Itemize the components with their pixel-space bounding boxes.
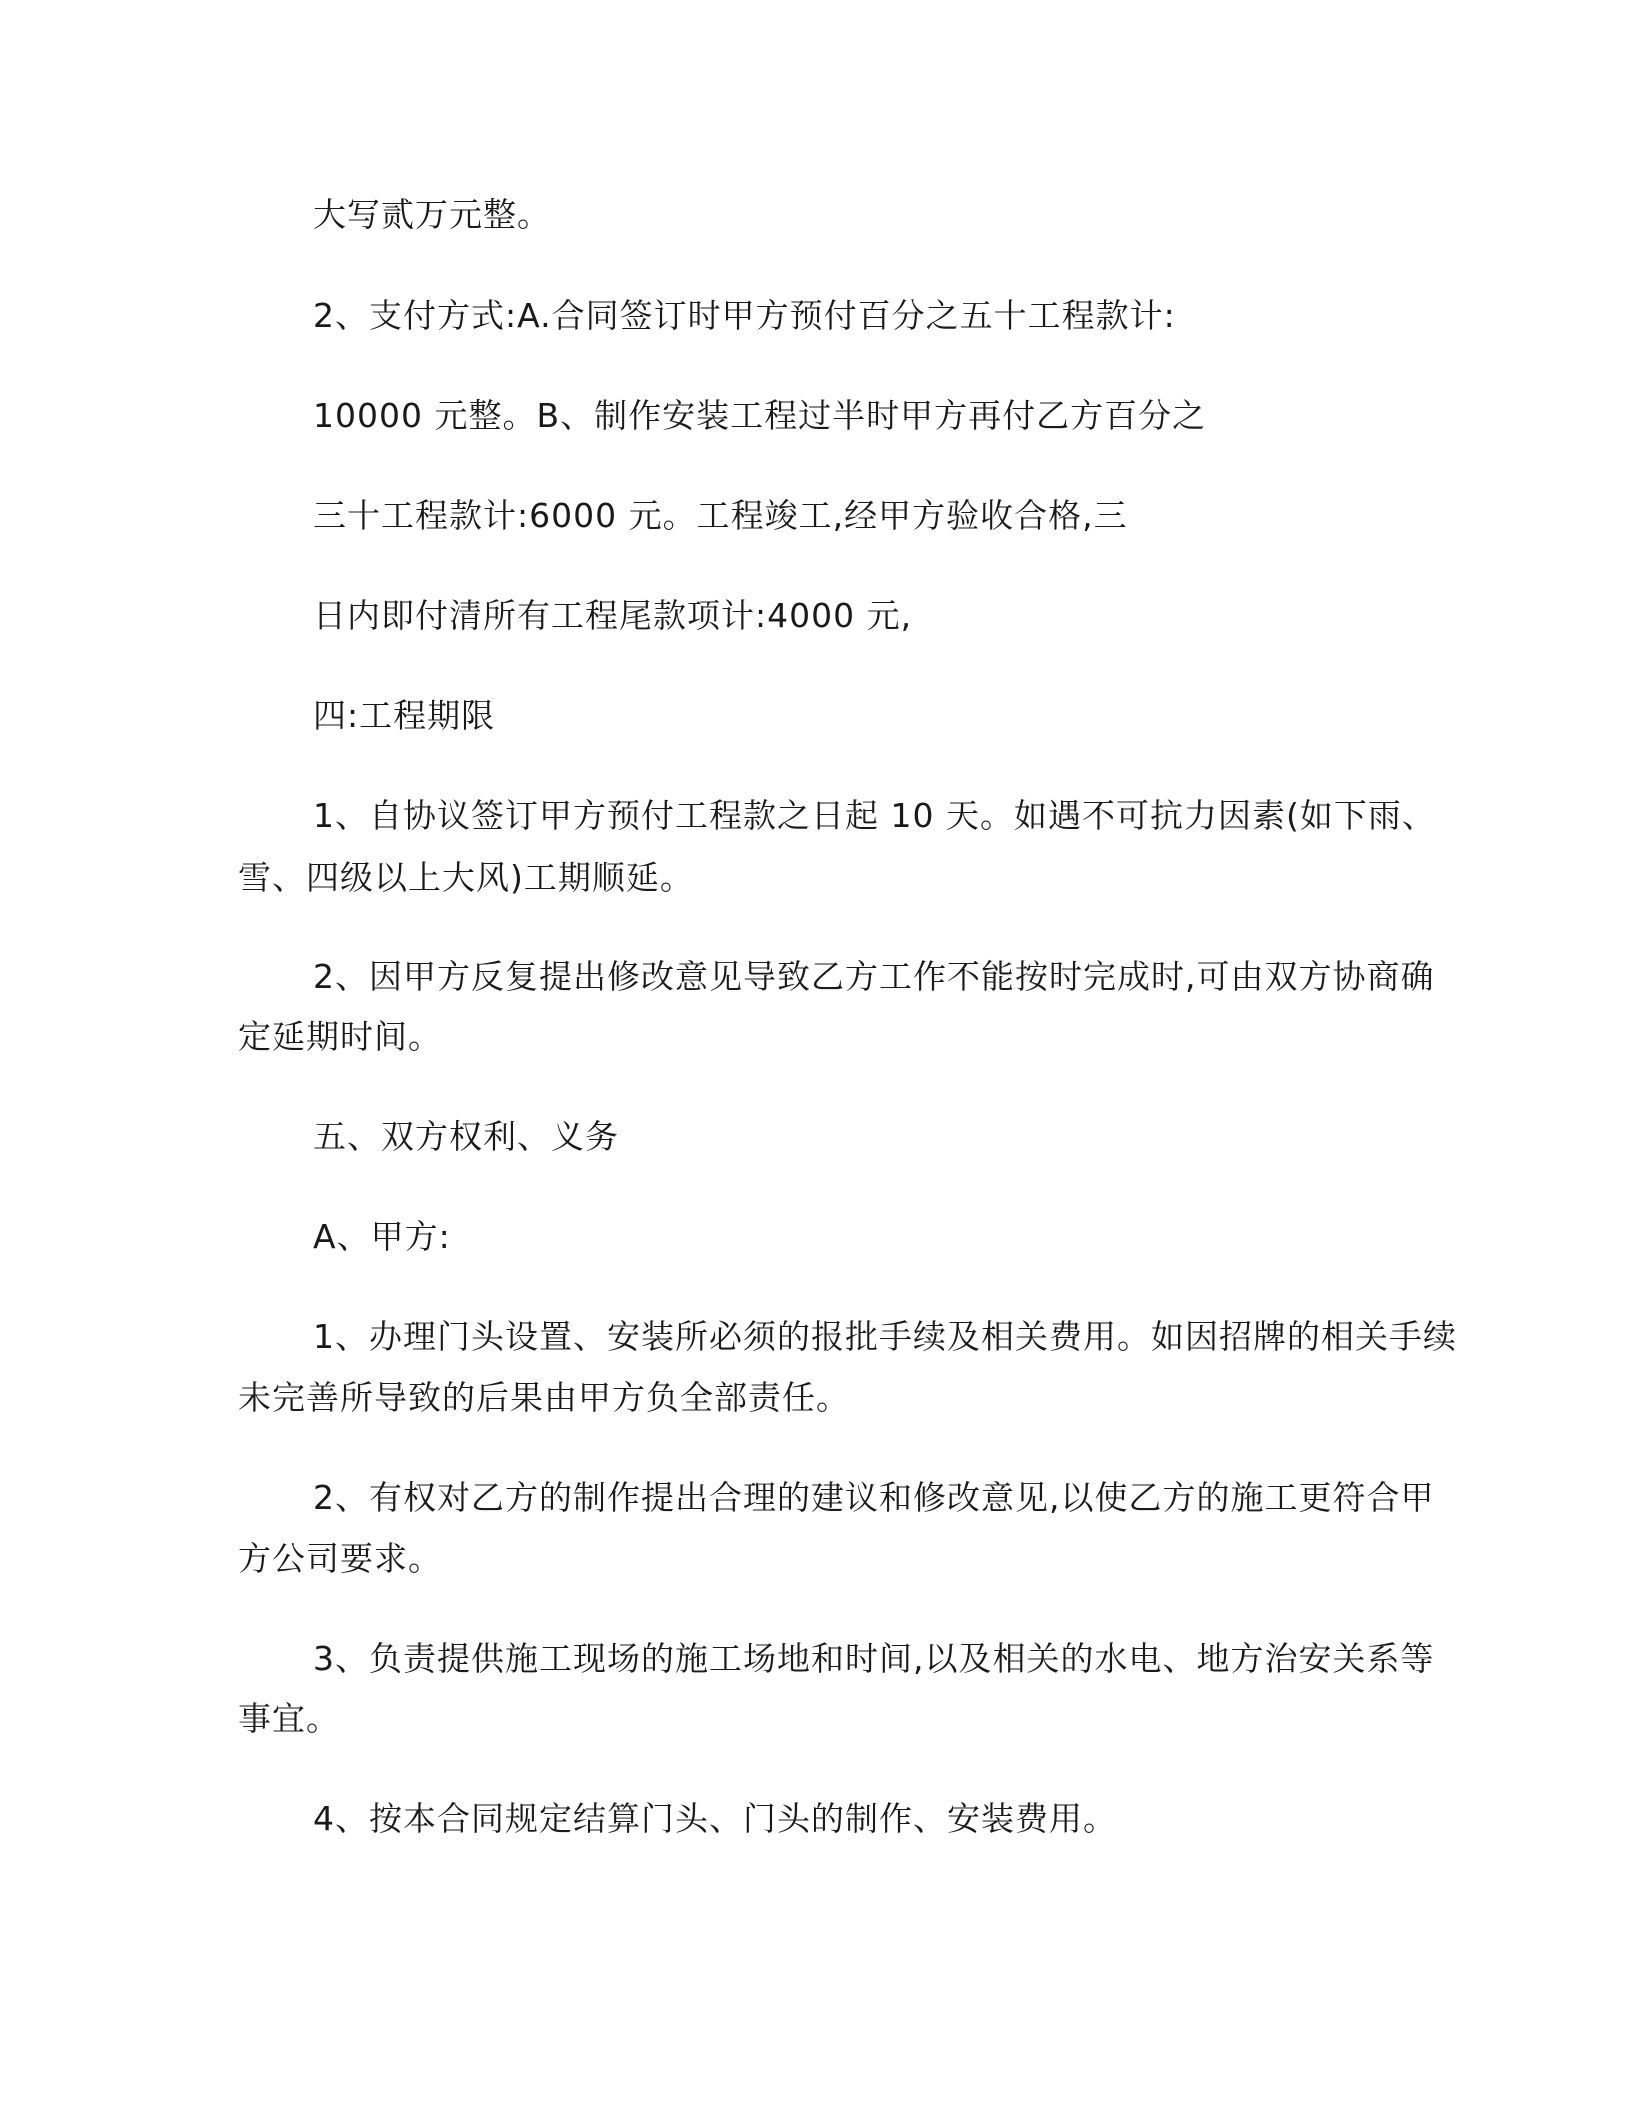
- text-line: 2、有权对乙方的制作提出合理的建议和修改意见,以使乙方的施工更符合甲: [313, 1478, 1435, 1517]
- text-line: 大写贰万元整。: [313, 195, 551, 234]
- text-line: 10000 元整。B、制作安装工程过半时甲方再付乙方百分之: [313, 396, 1207, 435]
- text-line: 定延期时间。: [238, 1017, 442, 1056]
- text-line: 方公司要求。: [238, 1539, 442, 1578]
- text-line: 2、因甲方反复提出修改意见导致乙方工作不能按时完成时,可由双方协商确: [313, 957, 1435, 996]
- subsection-heading: A、甲方:: [313, 1217, 451, 1256]
- section-heading: 五、双方权利、义务: [313, 1117, 619, 1156]
- text-line: 1、办理门头设置、安装所必须的报批手续及相关费用。如因招牌的相关手续: [313, 1317, 1457, 1356]
- text-line: 三十工程款计:6000 元。工程竣工,经甲方验收合格,三: [313, 496, 1128, 535]
- text-line: 3、负责提供施工现场的施工场地和时间,以及相关的水电、地方治安关系等: [313, 1639, 1435, 1678]
- section-heading: 四:工程期限: [313, 696, 496, 735]
- text-line: 事宜。: [238, 1699, 340, 1738]
- text-line: 4、按本合同规定结算门头、门头的制作、安装费用。: [313, 1799, 1117, 1838]
- text-line: 雪、四级以上大风)工期顺延。: [238, 858, 694, 897]
- text-line: 日内即付清所有工程尾款项计:4000 元,: [313, 596, 913, 635]
- text-line: 1、自协议签订甲方预付工程款之日起 10 天。如遇不可抗力因素(如下雨、: [313, 796, 1436, 835]
- text-line: 2、支付方式:A.合同签订时甲方预付百分之五十工程款计:: [313, 296, 1176, 335]
- text-line: 未完善所导致的后果由甲方负全部责任。: [238, 1378, 850, 1417]
